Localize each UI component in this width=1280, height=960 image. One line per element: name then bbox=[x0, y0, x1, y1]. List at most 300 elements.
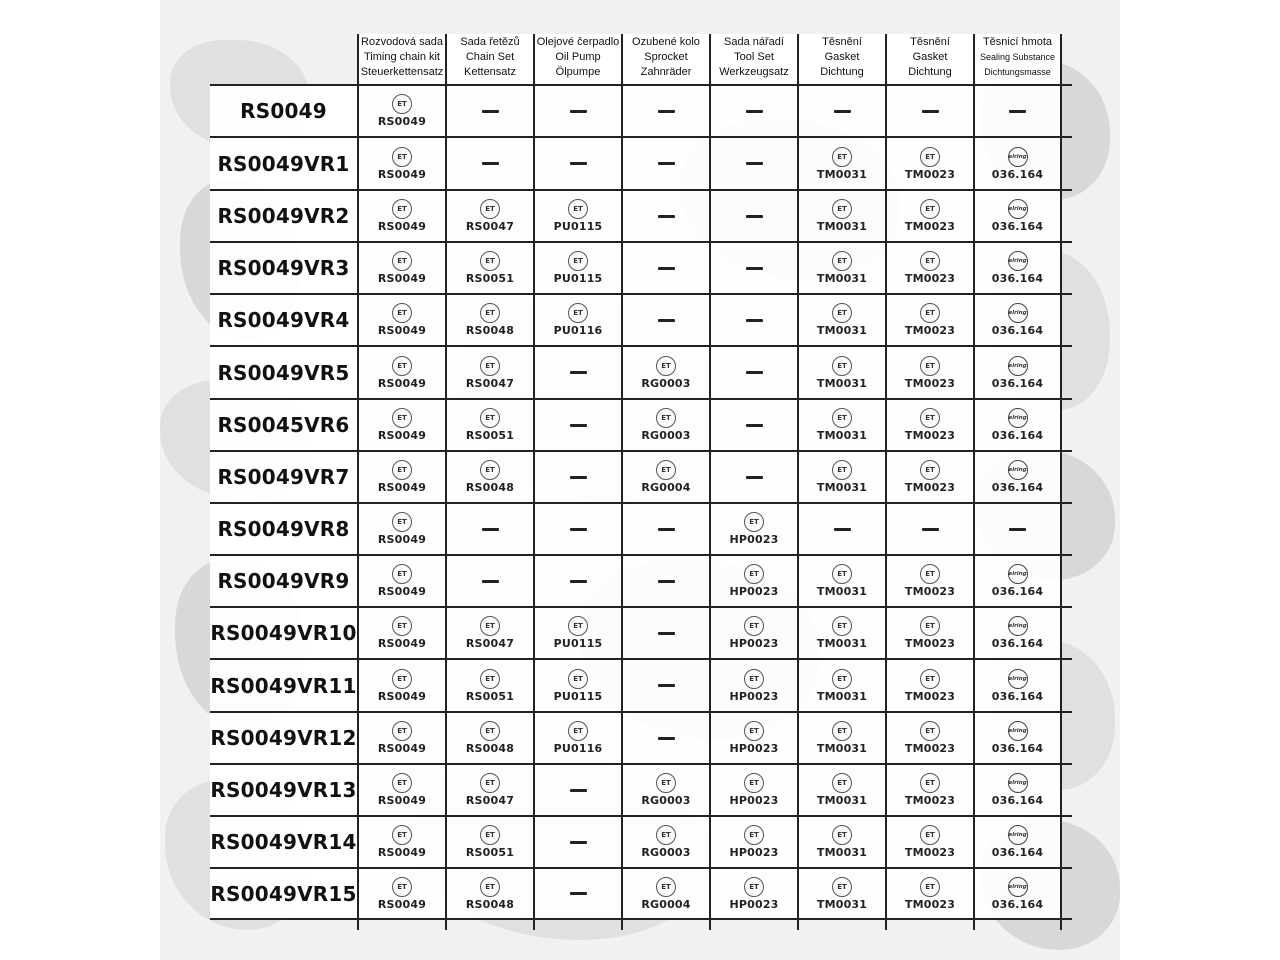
dash-icon bbox=[658, 215, 675, 218]
part-cell bbox=[975, 347, 1060, 398]
part-code: RG0003 bbox=[641, 376, 691, 390]
part-cell bbox=[975, 817, 1060, 867]
empty-cell bbox=[975, 86, 1060, 136]
et-logo-icon: ET bbox=[392, 356, 412, 376]
et-logo-icon: ET bbox=[744, 512, 764, 532]
et-logo-icon: ET bbox=[656, 773, 676, 793]
dash-icon bbox=[570, 110, 587, 113]
empty-cell bbox=[711, 347, 797, 398]
part-cell bbox=[359, 504, 445, 554]
part-cell bbox=[623, 400, 709, 450]
part-code: HP0023 bbox=[729, 689, 779, 703]
part-cell bbox=[887, 452, 973, 502]
part-cell bbox=[447, 608, 533, 658]
dash-icon bbox=[658, 267, 675, 270]
part-code: RG0003 bbox=[641, 794, 691, 807]
et-logo-icon: ET bbox=[744, 721, 764, 741]
dash-icon bbox=[570, 841, 587, 844]
kit-code: RS0049VR8 bbox=[210, 504, 357, 554]
part-cell bbox=[887, 191, 973, 241]
elring-logo-icon: elring bbox=[1008, 877, 1028, 897]
et-logo-icon: ET bbox=[656, 825, 676, 845]
dash-icon bbox=[658, 319, 675, 322]
part-code: PU0115 bbox=[553, 689, 603, 703]
et-logo-icon: ET bbox=[656, 460, 676, 480]
et-logo-icon: ET bbox=[656, 408, 676, 428]
part-code: RS0051 bbox=[465, 689, 515, 703]
dash-icon bbox=[746, 162, 763, 165]
dash-icon bbox=[922, 110, 939, 113]
et-logo-icon: ET bbox=[480, 408, 500, 428]
empty-cell bbox=[623, 556, 709, 606]
part-code: HP0023 bbox=[729, 794, 779, 807]
empty-cell bbox=[447, 138, 533, 189]
part-code: RG0004 bbox=[641, 481, 691, 494]
et-logo-icon: ET bbox=[920, 408, 940, 428]
part-code: TM0023 bbox=[904, 742, 956, 755]
kit-code: RS0049VR9 bbox=[210, 556, 357, 606]
grid-line-vertical bbox=[357, 34, 359, 930]
dash-icon bbox=[658, 684, 675, 687]
part-cell bbox=[887, 556, 973, 606]
kit-code: RS0049VR13 bbox=[210, 765, 357, 815]
grid-line-horizontal bbox=[210, 241, 1072, 243]
part-code: 036.164 bbox=[991, 794, 1044, 807]
empty-cell bbox=[975, 504, 1060, 554]
empty-cell bbox=[711, 295, 797, 345]
part-cell bbox=[359, 660, 445, 711]
dash-icon bbox=[570, 371, 587, 374]
empty-cell bbox=[887, 86, 973, 136]
part-cell bbox=[359, 400, 445, 450]
kit-code: RS0049VR15 bbox=[210, 869, 357, 918]
et-logo-icon: ET bbox=[480, 251, 500, 271]
part-cell bbox=[887, 660, 973, 711]
grid-line-horizontal bbox=[210, 450, 1072, 452]
dash-icon bbox=[658, 737, 675, 740]
column-header-line: Tool Set bbox=[734, 51, 774, 63]
part-cell bbox=[887, 400, 973, 450]
et-logo-icon: ET bbox=[392, 303, 412, 323]
dash-icon bbox=[570, 424, 587, 427]
column-header-line: Zahnräder bbox=[640, 66, 692, 78]
et-logo-icon: ET bbox=[480, 773, 500, 793]
dash-icon bbox=[658, 580, 675, 583]
part-cell bbox=[359, 765, 445, 815]
et-logo-icon: ET bbox=[920, 877, 940, 897]
part-code: TM0031 bbox=[816, 429, 868, 442]
dash-icon bbox=[570, 580, 587, 583]
part-code: RS0048 bbox=[465, 742, 515, 755]
grid-line-horizontal bbox=[210, 815, 1072, 817]
part-code: RS0047 bbox=[465, 794, 515, 807]
elring-logo-icon: elring bbox=[1008, 669, 1028, 689]
grid-line-horizontal bbox=[210, 918, 1072, 920]
part-code: HP0023 bbox=[729, 742, 779, 755]
empty-cell bbox=[535, 504, 621, 554]
empty-cell bbox=[623, 608, 709, 658]
part-code: RS0047 bbox=[465, 220, 515, 233]
grid-line-horizontal bbox=[210, 293, 1072, 295]
part-cell bbox=[711, 713, 797, 763]
elring-logo-icon: elring bbox=[1008, 408, 1028, 428]
et-logo-icon: ET bbox=[832, 303, 852, 323]
part-code: TM0023 bbox=[904, 846, 956, 859]
part-code: RS0049 bbox=[377, 689, 427, 703]
et-logo-icon: ET bbox=[480, 303, 500, 323]
empty-cell bbox=[535, 347, 621, 398]
dash-icon bbox=[482, 162, 499, 165]
grid-line-horizontal bbox=[210, 763, 1072, 765]
et-logo-icon: ET bbox=[920, 773, 940, 793]
elring-logo-icon: elring bbox=[1008, 616, 1028, 636]
elring-logo-icon: elring bbox=[1008, 251, 1028, 271]
part-cell bbox=[447, 765, 533, 815]
part-cell bbox=[447, 660, 533, 711]
part-cell bbox=[535, 191, 621, 241]
part-cell bbox=[447, 817, 533, 867]
grid-line-horizontal bbox=[210, 398, 1072, 400]
column-header bbox=[447, 34, 533, 84]
column-header-line: Dichtungsmasse bbox=[984, 67, 1051, 77]
column-header-line: Sprocket bbox=[644, 51, 688, 63]
column-header-line: Oil Pump bbox=[555, 51, 601, 63]
part-code: RS0048 bbox=[465, 324, 515, 337]
part-cell bbox=[359, 191, 445, 241]
part-code: 036.164 bbox=[991, 220, 1044, 233]
part-code: TM0023 bbox=[904, 376, 956, 390]
part-code: TM0023 bbox=[904, 794, 956, 807]
elring-logo-icon: elring bbox=[1008, 356, 1028, 376]
column-header-line: Steuerkettensatz bbox=[360, 66, 444, 78]
part-code: HP0023 bbox=[729, 897, 779, 911]
part-code: RS0049 bbox=[377, 220, 427, 233]
part-cell bbox=[799, 347, 885, 398]
empty-cell bbox=[535, 86, 621, 136]
column-header bbox=[535, 34, 621, 84]
part-cell bbox=[623, 765, 709, 815]
et-logo-icon: ET bbox=[392, 773, 412, 793]
part-code: TM0023 bbox=[904, 324, 956, 337]
part-code: HP0023 bbox=[729, 637, 779, 650]
part-code: HP0023 bbox=[729, 585, 779, 598]
et-logo-icon: ET bbox=[392, 564, 412, 584]
dash-icon bbox=[1009, 110, 1026, 113]
dash-icon bbox=[570, 162, 587, 165]
kit-code: RS0049 bbox=[210, 86, 357, 136]
empty-cell bbox=[623, 713, 709, 763]
part-cell bbox=[447, 191, 533, 241]
empty-cell bbox=[535, 138, 621, 189]
et-logo-icon: ET bbox=[392, 512, 412, 532]
part-code: 036.164 bbox=[991, 324, 1044, 337]
et-logo-icon: ET bbox=[920, 721, 940, 741]
dash-icon bbox=[482, 110, 499, 113]
part-code: TM0031 bbox=[816, 481, 868, 494]
part-cell bbox=[799, 817, 885, 867]
part-cell bbox=[799, 556, 885, 606]
part-cell bbox=[359, 138, 445, 189]
et-logo-icon: ET bbox=[832, 877, 852, 897]
part-cell bbox=[799, 138, 885, 189]
et-logo-icon: ET bbox=[480, 669, 500, 689]
part-code: PU0115 bbox=[553, 272, 603, 285]
column-header-line: Werkzeugsatz bbox=[719, 66, 789, 78]
part-code: TM0031 bbox=[816, 220, 868, 233]
empty-cell bbox=[623, 504, 709, 554]
part-code: PU0116 bbox=[553, 324, 603, 337]
part-code: TM0031 bbox=[816, 846, 868, 859]
et-logo-icon: ET bbox=[920, 564, 940, 584]
part-code: 036.164 bbox=[991, 429, 1044, 442]
empty-cell bbox=[799, 86, 885, 136]
part-cell bbox=[447, 452, 533, 502]
part-code: RS0049 bbox=[377, 742, 427, 755]
empty-cell bbox=[799, 504, 885, 554]
part-cell bbox=[887, 243, 973, 293]
part-cell bbox=[975, 400, 1060, 450]
grid-line-horizontal bbox=[210, 554, 1072, 556]
et-logo-icon: ET bbox=[832, 251, 852, 271]
part-cell bbox=[711, 556, 797, 606]
part-cell bbox=[975, 191, 1060, 241]
et-logo-icon: ET bbox=[920, 460, 940, 480]
part-code: TM0023 bbox=[904, 897, 956, 911]
kit-code: RS0045VR6 bbox=[210, 400, 357, 450]
empty-cell bbox=[447, 504, 533, 554]
part-cell bbox=[447, 243, 533, 293]
part-code: 036.164 bbox=[991, 742, 1044, 755]
column-header bbox=[799, 34, 885, 84]
et-logo-icon: ET bbox=[832, 356, 852, 376]
part-cell bbox=[359, 295, 445, 345]
dash-icon bbox=[746, 110, 763, 113]
empty-cell bbox=[711, 400, 797, 450]
et-logo-icon: ET bbox=[832, 825, 852, 845]
dash-icon bbox=[482, 580, 499, 583]
dash-icon bbox=[922, 528, 939, 531]
et-logo-icon: ET bbox=[744, 564, 764, 584]
grid-line-vertical bbox=[621, 34, 623, 930]
empty-cell bbox=[711, 243, 797, 293]
part-cell bbox=[711, 765, 797, 815]
part-cell bbox=[887, 138, 973, 189]
et-logo-icon: ET bbox=[832, 616, 852, 636]
et-logo-icon: ET bbox=[920, 825, 940, 845]
et-logo-icon: ET bbox=[744, 773, 764, 793]
elring-logo-icon: elring bbox=[1008, 460, 1028, 480]
grid-line-vertical bbox=[797, 34, 799, 930]
et-logo-icon: ET bbox=[920, 356, 940, 376]
part-cell bbox=[799, 295, 885, 345]
part-cell bbox=[711, 660, 797, 711]
part-code: RS0049 bbox=[377, 167, 427, 181]
part-cell bbox=[887, 817, 973, 867]
part-cell bbox=[359, 452, 445, 502]
dash-icon bbox=[746, 371, 763, 374]
part-cell bbox=[799, 660, 885, 711]
part-code: TM0031 bbox=[816, 167, 868, 181]
empty-cell bbox=[711, 86, 797, 136]
empty-cell bbox=[447, 556, 533, 606]
part-code: TM0023 bbox=[904, 167, 956, 181]
kit-code: RS0049VR4 bbox=[210, 295, 357, 345]
et-logo-icon: ET bbox=[392, 669, 412, 689]
et-logo-icon: ET bbox=[920, 199, 940, 219]
kit-code: RS0049VR2 bbox=[210, 191, 357, 241]
et-logo-icon: ET bbox=[656, 356, 676, 376]
part-code: RS0049 bbox=[377, 794, 427, 807]
et-logo-icon: ET bbox=[480, 199, 500, 219]
column-header-line: Chain Set bbox=[465, 51, 515, 63]
part-cell bbox=[535, 608, 621, 658]
dash-icon bbox=[570, 528, 587, 531]
et-logo-icon: ET bbox=[832, 408, 852, 428]
column-header-line: Gasket bbox=[912, 51, 948, 63]
empty-cell bbox=[623, 138, 709, 189]
column-header-line: Dichtung bbox=[908, 66, 952, 78]
part-cell bbox=[359, 713, 445, 763]
part-code: RG0003 bbox=[641, 429, 691, 442]
grid-line-horizontal bbox=[210, 867, 1072, 869]
empty-cell bbox=[623, 243, 709, 293]
column-header-line: Sada nářadí bbox=[724, 36, 784, 48]
column-header bbox=[975, 34, 1060, 84]
et-logo-icon: ET bbox=[392, 147, 412, 167]
et-logo-icon: ET bbox=[744, 616, 764, 636]
part-cell bbox=[799, 191, 885, 241]
et-logo-icon: ET bbox=[832, 669, 852, 689]
part-code: PU0115 bbox=[553, 220, 603, 233]
part-code: RS0049 bbox=[377, 637, 427, 650]
kit-code: RS0049VR12 bbox=[210, 713, 357, 763]
part-cell bbox=[359, 347, 445, 398]
et-logo-icon: ET bbox=[920, 303, 940, 323]
et-logo-icon: ET bbox=[568, 251, 588, 271]
part-cell bbox=[975, 713, 1060, 763]
kit-code: RS0049VR1 bbox=[210, 138, 357, 189]
part-cell bbox=[799, 765, 885, 815]
part-code: RS0049 bbox=[377, 115, 427, 128]
part-cell bbox=[359, 869, 445, 918]
part-cell bbox=[975, 138, 1060, 189]
empty-cell bbox=[711, 138, 797, 189]
dash-icon bbox=[658, 528, 675, 531]
part-code: RS0049 bbox=[377, 846, 427, 859]
elring-logo-icon: elring bbox=[1008, 773, 1028, 793]
dash-icon bbox=[834, 110, 851, 113]
part-cell bbox=[975, 765, 1060, 815]
grid-line-vertical bbox=[1060, 34, 1062, 930]
part-code: TM0031 bbox=[816, 585, 868, 598]
part-cell bbox=[359, 556, 445, 606]
et-logo-icon: ET bbox=[480, 877, 500, 897]
part-code: RS0047 bbox=[465, 376, 515, 390]
dash-icon bbox=[570, 476, 587, 479]
part-code: RS0049 bbox=[377, 376, 427, 390]
part-cell bbox=[975, 660, 1060, 711]
part-cell bbox=[887, 869, 973, 918]
column-header-line: Olejové čerpadlo bbox=[536, 36, 620, 48]
grid-line-vertical bbox=[533, 34, 535, 930]
part-cell bbox=[623, 347, 709, 398]
part-cell bbox=[535, 295, 621, 345]
part-code: TM0023 bbox=[904, 585, 956, 598]
part-code: 036.164 bbox=[991, 481, 1044, 494]
dash-icon bbox=[482, 528, 499, 531]
dash-icon bbox=[570, 892, 587, 895]
grid-line-horizontal bbox=[210, 189, 1072, 191]
part-cell bbox=[799, 713, 885, 763]
part-cell bbox=[447, 869, 533, 918]
part-cell bbox=[887, 295, 973, 345]
et-logo-icon: ET bbox=[392, 825, 412, 845]
part-code: TM0023 bbox=[904, 272, 956, 285]
part-code: RS0048 bbox=[465, 897, 515, 911]
empty-cell bbox=[535, 765, 621, 815]
part-code: TM0031 bbox=[816, 897, 868, 911]
part-cell bbox=[887, 347, 973, 398]
et-logo-icon: ET bbox=[832, 773, 852, 793]
kit-code: RS0049VR3 bbox=[210, 243, 357, 293]
elring-logo-icon: elring bbox=[1008, 564, 1028, 584]
dash-icon bbox=[658, 632, 675, 635]
parts-table bbox=[210, 34, 1072, 930]
part-code: PU0116 bbox=[553, 742, 603, 755]
et-logo-icon: ET bbox=[392, 251, 412, 271]
et-logo-icon: ET bbox=[392, 460, 412, 480]
column-header-line: Sada řetězů bbox=[460, 36, 520, 48]
part-code: 036.164 bbox=[991, 376, 1044, 390]
empty-cell bbox=[535, 452, 621, 502]
grid-line-vertical bbox=[973, 34, 975, 930]
empty-cell bbox=[711, 191, 797, 241]
grid-line-horizontal bbox=[210, 711, 1072, 713]
part-code: PU0115 bbox=[553, 637, 603, 650]
part-cell bbox=[887, 713, 973, 763]
dash-icon bbox=[746, 267, 763, 270]
et-logo-icon: ET bbox=[568, 199, 588, 219]
elring-logo-icon: elring bbox=[1008, 825, 1028, 845]
empty-cell bbox=[447, 86, 533, 136]
column-header-line: Sealing Substance bbox=[979, 52, 1056, 62]
part-code: 036.164 bbox=[991, 897, 1044, 911]
part-cell bbox=[623, 452, 709, 502]
part-code: TM0023 bbox=[904, 637, 956, 650]
part-cell bbox=[975, 556, 1060, 606]
column-header bbox=[887, 34, 973, 84]
part-code: TM0031 bbox=[816, 272, 868, 285]
part-code: TM0031 bbox=[816, 324, 868, 337]
et-logo-icon: ET bbox=[392, 877, 412, 897]
part-cell bbox=[799, 608, 885, 658]
et-logo-icon: ET bbox=[392, 408, 412, 428]
column-header bbox=[711, 34, 797, 84]
part-cell bbox=[799, 452, 885, 502]
part-code: 036.164 bbox=[991, 272, 1044, 285]
dash-icon bbox=[746, 476, 763, 479]
et-logo-icon: ET bbox=[744, 825, 764, 845]
et-logo-icon: ET bbox=[480, 460, 500, 480]
et-logo-icon: ET bbox=[920, 251, 940, 271]
column-header-line: Dichtung bbox=[820, 66, 864, 78]
et-logo-icon: ET bbox=[832, 564, 852, 584]
kit-code: RS0049VR10 bbox=[210, 608, 357, 658]
empty-cell bbox=[535, 817, 621, 867]
empty-cell bbox=[623, 660, 709, 711]
et-logo-icon: ET bbox=[480, 616, 500, 636]
part-cell bbox=[711, 869, 797, 918]
